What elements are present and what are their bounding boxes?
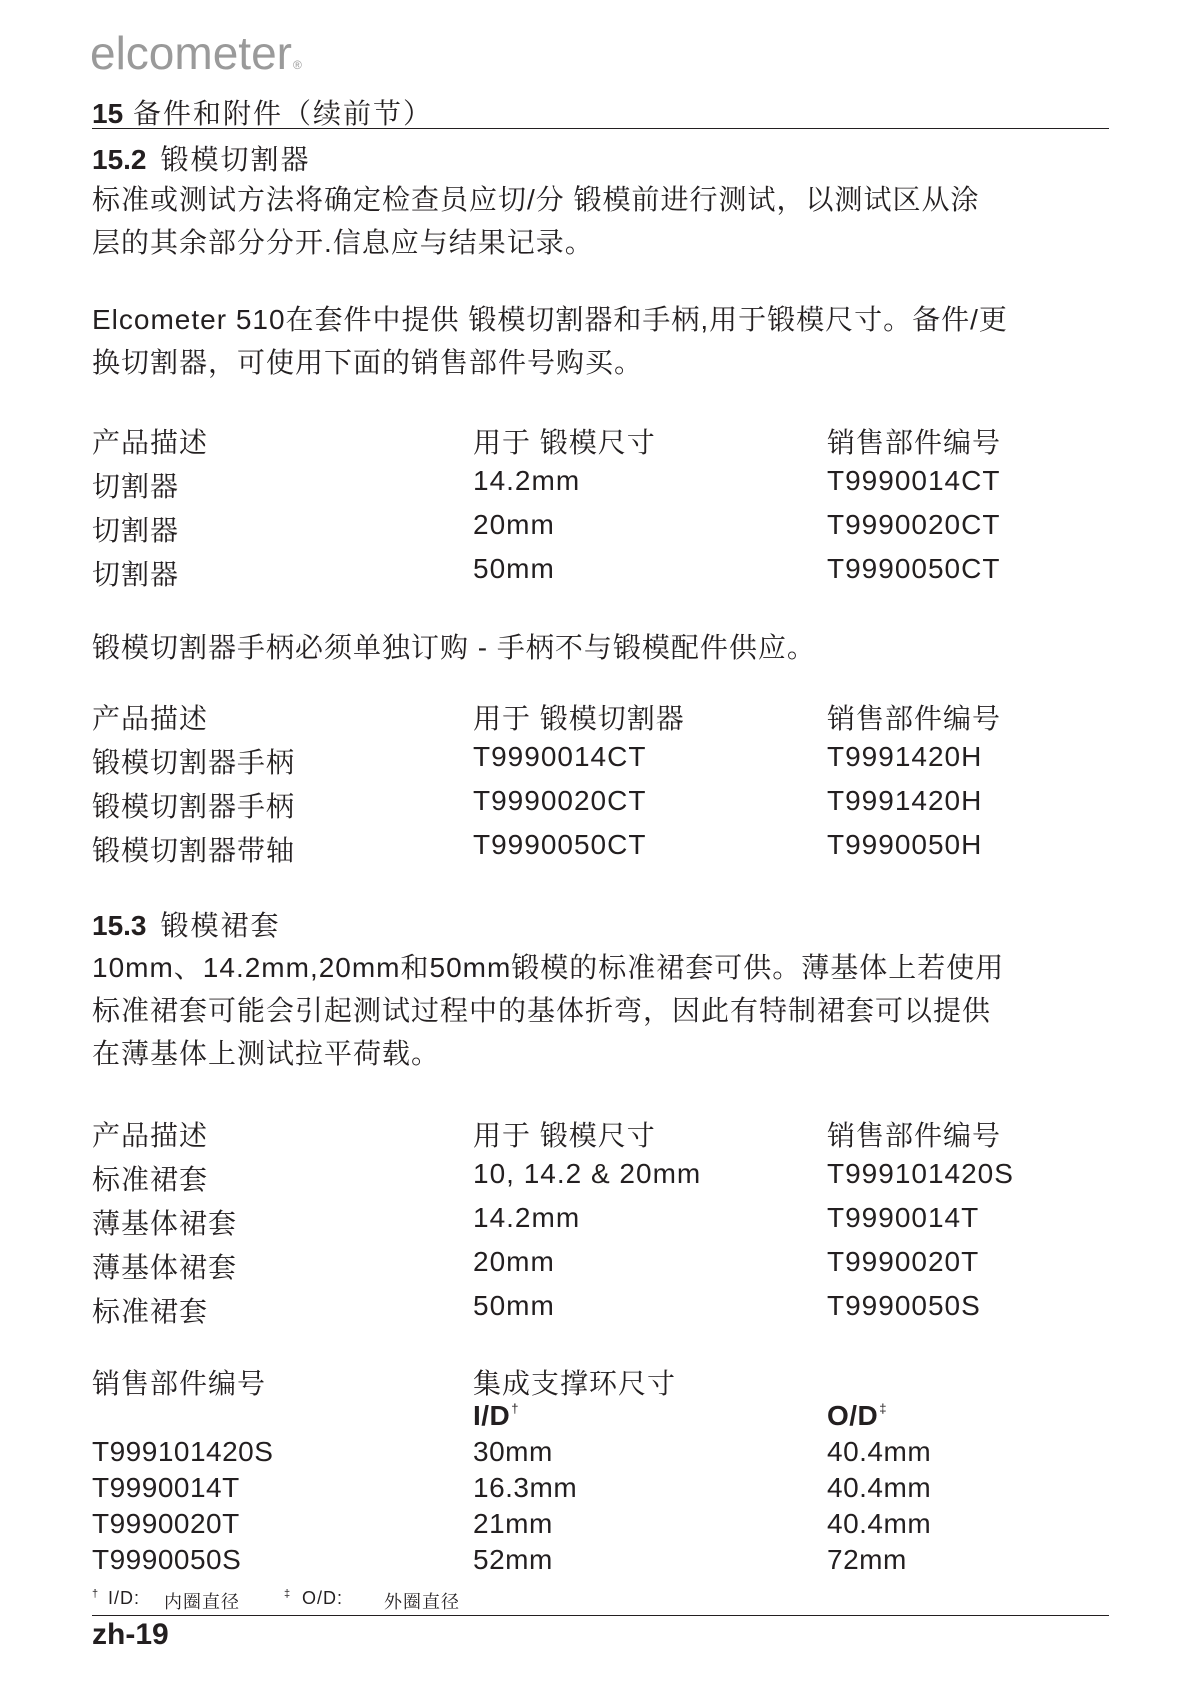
paragraph-cutting: 标准或测试方法将确定检查员应切/分 锻模前进行测试，以测试区从涂 层的其余部分分开.信息应与结果记录。 (92, 184, 980, 258)
header-divider (92, 128, 1109, 129)
paragraph-kit: Elcometer 510在套件中提供 锻模切割器和手柄,用于锻模尺寸。备件/更 换切割器，可使用下面的销售部件号购买。 (92, 304, 1008, 378)
table3-header: 产品描述 用于 锻模尺寸 销售部件编号 (92, 1120, 1002, 1151)
table-row: 切割器 14.2mm T9990014CT (92, 465, 1001, 502)
manual-page: elcometer® 15 备件和附件（续前节） 15.2 锻模切割器 标准或测试方法将确定检查员应切/分 锻模前进行测试，以测试区从涂 层的其余部分分开.信息应与结果记录。 Elcometer 510在套件中提供 锻模切割器和手柄,用于锻模尺寸。备件/更 换切割器，可使用下面的销售部件号购买。 产品描述 用于 锻模尺寸 销售部件编号 切割器 14.2mm T9990014CT 切割器 20mm T9990020CT 切割器 50mm T9990050CT 锻模切割器手柄必须单独订购 - 手柄不与锻模配件供应。 产品描述 用于 锻模切割器 销售部件编号 锻模切割器手柄 T9990014CT T9991420H 锻模切割器手柄 T9990020CT T9991420H 锻模切割器带轴 T9990050CT T9990050H 15.3 锻模裙套 10mm、14.2mm,20mm和50mm锻模的标准裙套可供。薄基体上若使用 标准裙套可能会引起测试过程中的基体折弯，因此有特制裙套可以提供 在薄基体上测试拉平荷载。 产品描述 用于 锻模尺寸 销售部件编号 标准裙套 10, 14.2 & 20mm T999101420S 薄基体裙套 14.2mm T9990014T 薄基体裙套 20mm T9990020T 标准裙套 50mm T9990050S 销售部件编号 集成支撑环尺寸 I/D† O/D‡ T999101420S 30mm 40.4mm T9990014T 16.3mm 40.4mm T9990020T 21mm 40.4mm T9990050S 52mm 72mm † I/D: 内圈直径 ‡ O/D: 外圈直径 zh-19 (0, 0, 1200, 1697)
table4-subheader: I/D† O/D‡ (473, 1400, 888, 1431)
table-row: T999101420S 30mm 40.4mm (92, 1436, 932, 1467)
table-row: 锻模切割器手柄 T9990020CT T9991420H (92, 785, 983, 822)
elcometer-logo: elcometer® (90, 27, 302, 79)
section-header: 15 备件和附件（续前节） (92, 98, 433, 129)
heading-15-3: 15.3 锻模裙套 (92, 910, 281, 941)
table2-header: 产品描述 用于 锻模切割器 销售部件编号 (92, 703, 1002, 734)
table-row: 薄基体裙套 20mm T9990020T (92, 1246, 980, 1283)
table-row: T9990050S 52mm 72mm (92, 1544, 907, 1575)
table-row: 切割器 20mm T9990020CT (92, 509, 1001, 546)
table4-header: 销售部件编号 集成支撑环尺寸 (92, 1368, 677, 1399)
table-row: 标准裙套 50mm T9990050S (92, 1290, 981, 1327)
table-row: 锻模切割器带轴 T9990050CT T9990050H (92, 829, 983, 866)
page-number: zh-19 (92, 1618, 169, 1651)
table-row: 锻模切割器手柄 T9990014CT T9991420H (92, 741, 983, 778)
handle-note: 锻模切割器手柄必须单独订购 - 手柄不与锻模配件供应。 (92, 632, 816, 663)
table-row: 薄基体裙套 14.2mm T9990014T (92, 1202, 980, 1239)
table-row: T9990014T 16.3mm 40.4mm (92, 1472, 932, 1503)
footer-divider (92, 1615, 1109, 1616)
table-row: 标准裙套 10, 14.2 & 20mm T999101420S (92, 1158, 1014, 1195)
table-row: T9990020T 21mm 40.4mm (92, 1508, 932, 1539)
table-row: 切割器 50mm T9990050CT (92, 553, 1001, 590)
heading-15-2: 15.2 锻模切割器 (92, 144, 311, 175)
paragraph-skirts: 10mm、14.2mm,20mm和50mm锻模的标准裙套可供。薄基体上若使用 标准裙套可能会引起测试过程中的基体折弯，因此有特制裙套可以提供 在薄基体上测试拉平荷载。 (92, 952, 1005, 1069)
table1-header: 产品描述 用于 锻模尺寸 销售部件编号 (92, 427, 1002, 458)
